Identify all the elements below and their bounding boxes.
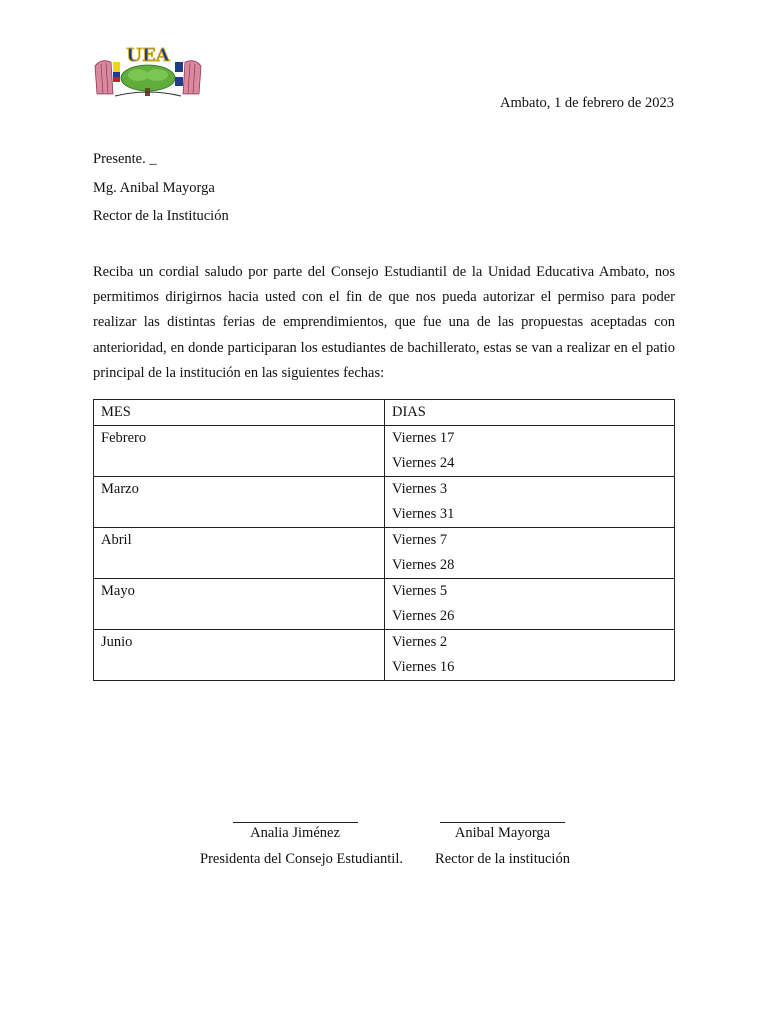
signer-role: Rector de la institución [435, 851, 570, 867]
table-row [94, 579, 675, 630]
days-cell [385, 579, 675, 630]
table-row [94, 426, 675, 477]
days-cell [385, 528, 675, 579]
signature-block-president [200, 822, 403, 868]
table-row [94, 477, 675, 528]
signature-block-rector [415, 822, 590, 868]
recipient-name: Mg. Anibal Mayorga [93, 180, 215, 196]
signer-name: Analia Jiménez [250, 825, 340, 841]
school-crest-icon [93, 44, 203, 100]
header-dias: DIAS [385, 400, 675, 426]
signature-line [440, 822, 565, 823]
signer-role: Presidenta del Consejo Estudiantil. [200, 851, 403, 867]
recipient-title: Rector de la Institución [93, 208, 229, 224]
day-item: Viernes 26 [392, 608, 455, 624]
table-header-row [94, 400, 675, 426]
month-cell: Febrero [94, 426, 385, 477]
greeting: Presente. _ [93, 151, 157, 167]
dates-table [93, 399, 675, 681]
logo-text: UEA [126, 45, 170, 66]
month-cell: Marzo [94, 477, 385, 528]
month-cell: Junio [94, 630, 385, 681]
signer-name: Anibal Mayorga [454, 825, 551, 841]
day-item: Viernes 3 [392, 481, 448, 497]
days-cell [385, 477, 675, 528]
month-cell: Abril [94, 528, 385, 579]
day-item: Viernes 7 [392, 532, 448, 548]
day-item: Viernes 31 [392, 506, 455, 522]
header-mes: MES [94, 400, 385, 426]
table-row [94, 630, 675, 681]
day-item: Viernes 16 [392, 659, 455, 675]
days-cell [385, 426, 675, 477]
day-item: Viernes 5 [392, 583, 448, 599]
day-item: Viernes 2 [392, 634, 448, 650]
day-item: Viernes 28 [392, 557, 455, 573]
days-cell [385, 630, 675, 681]
day-item: Viernes 17 [392, 430, 455, 446]
body-paragraph: Reciba un cordial saludo por parte del Consejo Estudiantil de la Unidad Educativa Ambato, nos permitimos dirigirnos hacia usted con el fin de que nos pueda autorizar el permiso para poder realizar las distintas ferias de emprendimientos, que fue una de las propuestas aceptadas con anterioridad, en donde participaran los estudiantes de bachillerato, estas se van a realizar en el patio principal de la institución en las siguientes fechas: [93, 264, 675, 381]
day-item: Viernes 24 [392, 455, 455, 471]
signature-line [233, 822, 358, 823]
school-logo [93, 44, 203, 100]
month-cell: Mayo [94, 579, 385, 630]
table-row [94, 528, 675, 579]
letter-date: Ambato, 1 de febrero de 2023 [500, 95, 674, 111]
